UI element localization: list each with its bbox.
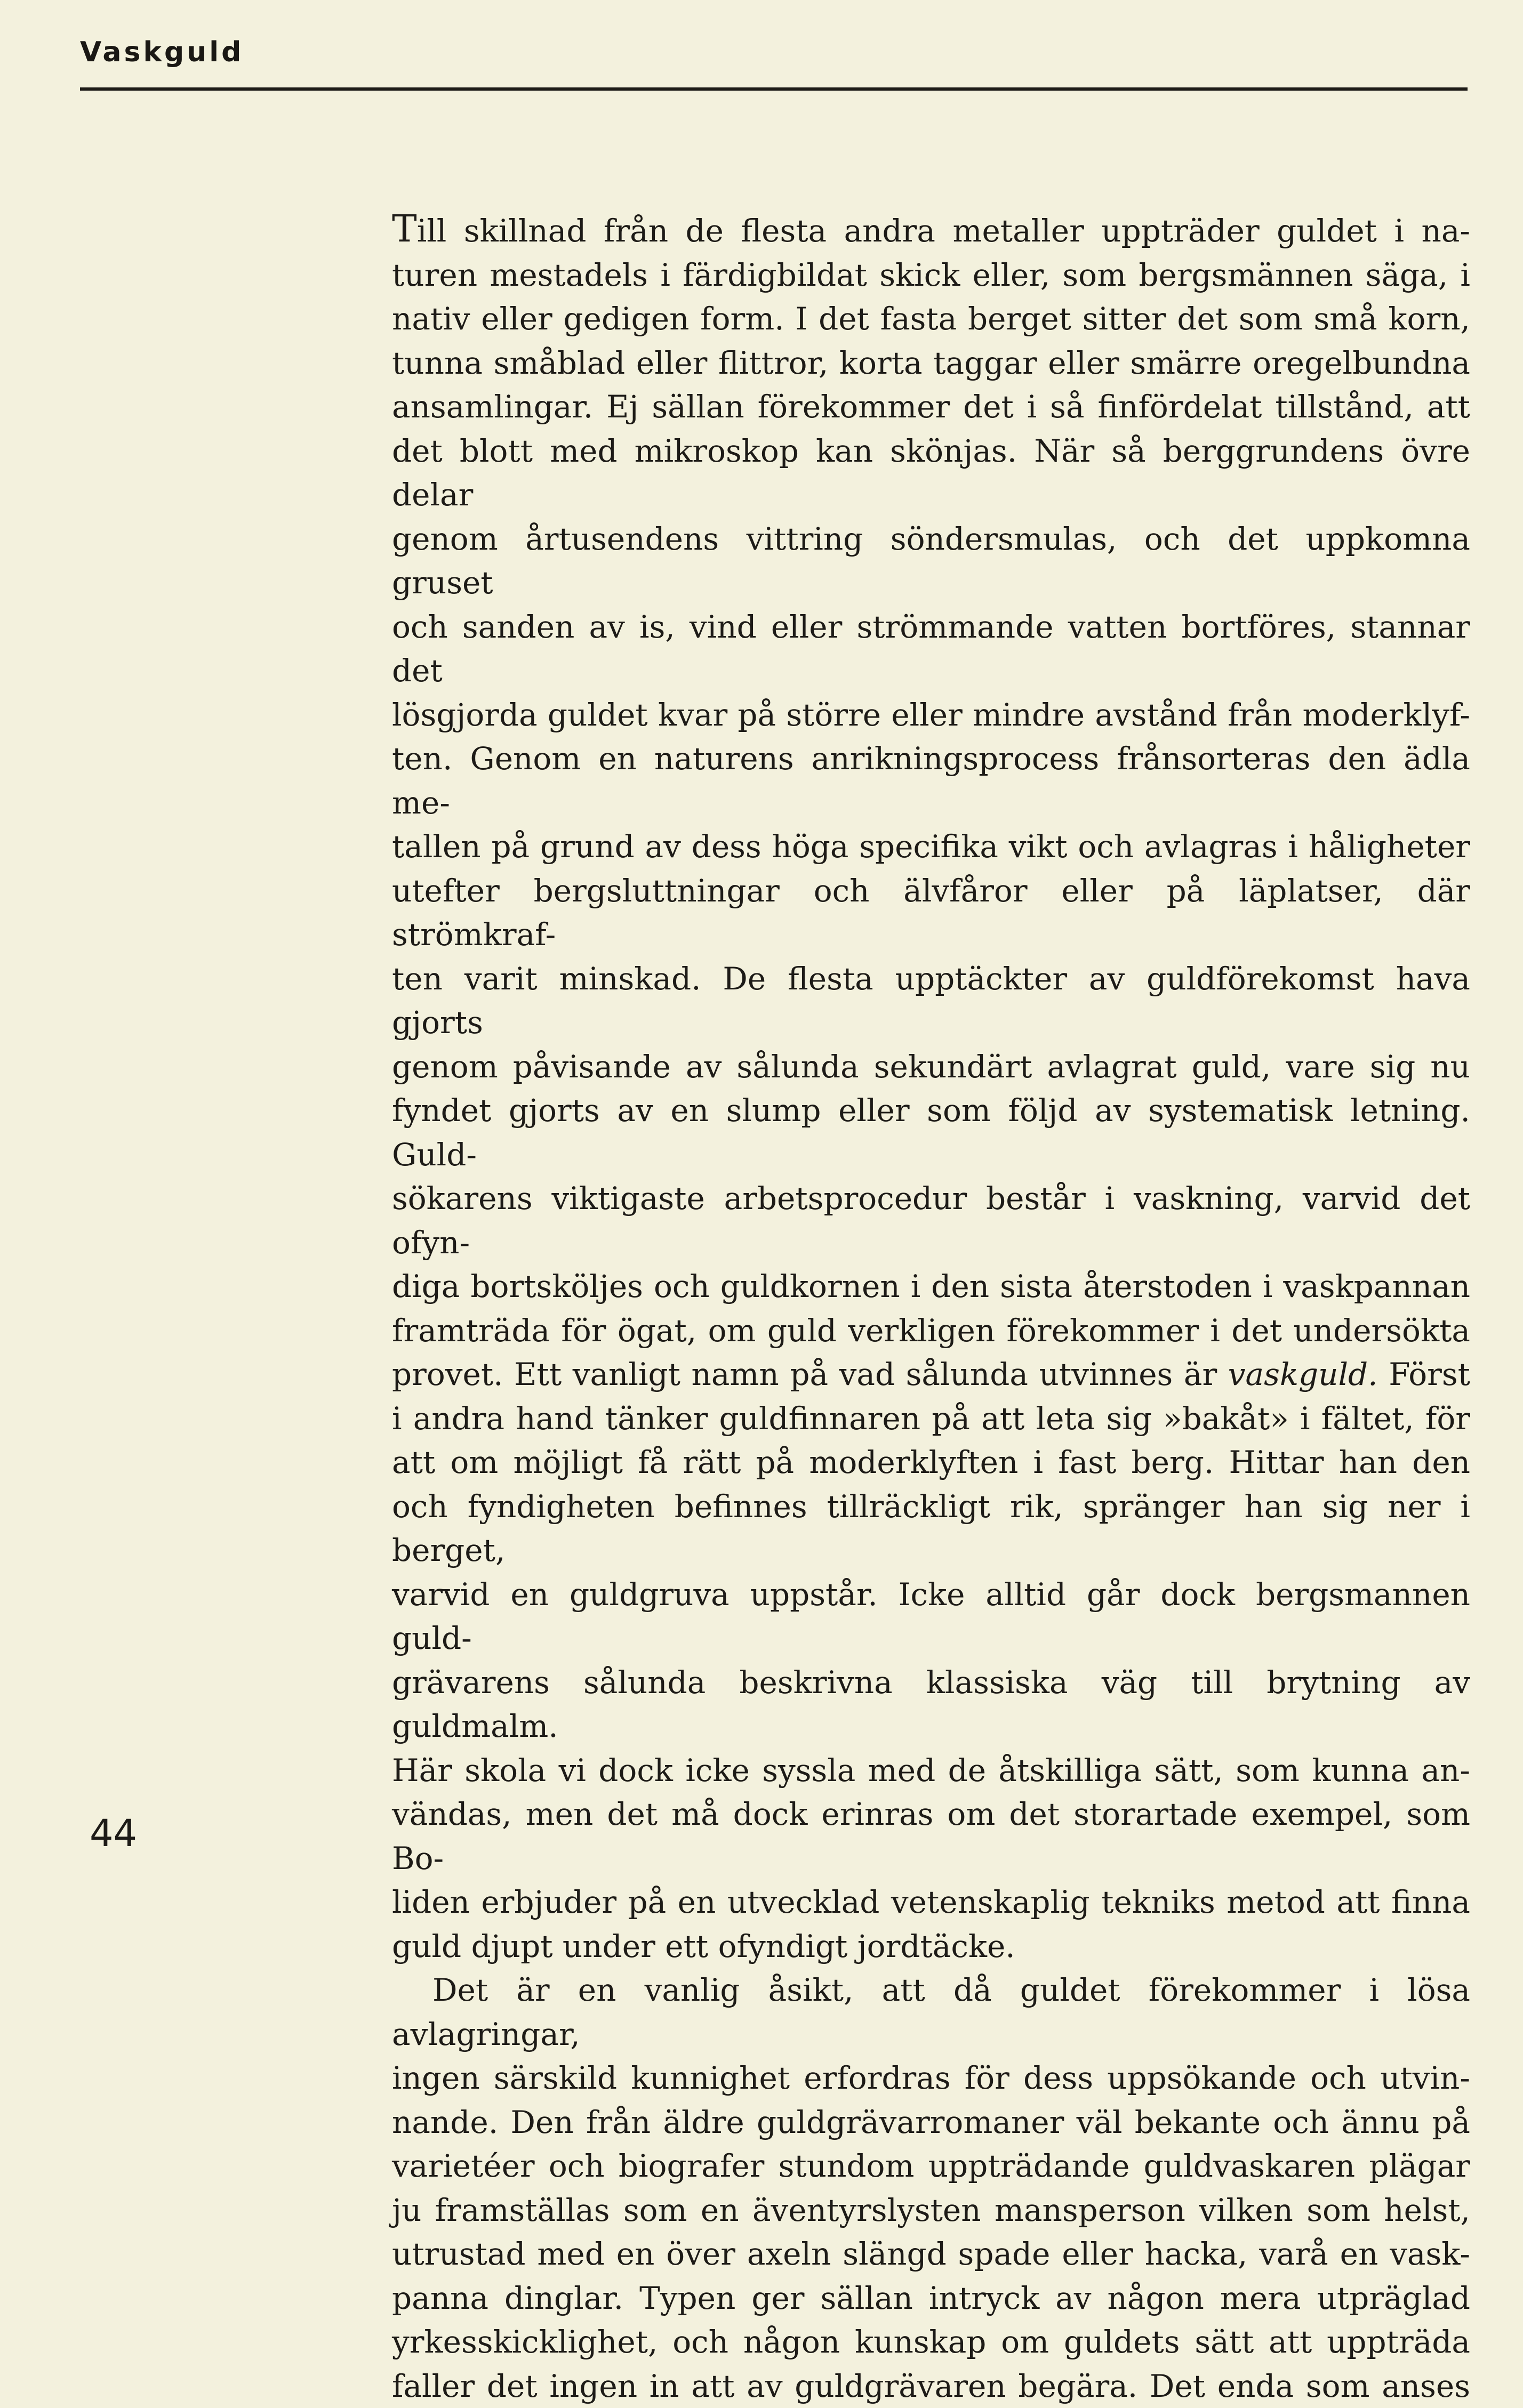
text-line: genom årtusendens vittring söndersmulas, och det uppkomna gruset	[392, 517, 1470, 605]
text-line: liden erbjuder på en utvecklad vetenskaplig tekniks metod att finna	[392, 1880, 1470, 1924]
text-line: ten. Genom en naturens anrikningsprocess frånsorteras den ädla me-	[392, 737, 1470, 825]
text-line: provet. Ett vanligt namn på vad sålunda utvinnes är vaskguld. Först	[392, 1352, 1470, 1397]
text-line: panna dinglar. Typen ger sällan intryck av någon mera utpräglad	[392, 2276, 1470, 2321]
text-line: turen mestadels i färdigbildat skick eller, som bergsmännen säga, i	[392, 253, 1470, 297]
text-line: i andra hand tänker guldfinnaren på att leta sig »bakåt» i fältet, för	[392, 1397, 1470, 1441]
text-line: guld djupt under ett ofyndigt jordtäcke.	[392, 1924, 1470, 1969]
text-line: tunna småblad eller flittror, korta taggar eller smärre oregelbundna	[392, 341, 1470, 385]
text-line: och sanden av is, vind eller strömmande vatten bortföres, stannar det	[392, 605, 1470, 693]
text-line: utrustad med en över axeln slängd spade eller hacka, varå en vask-	[392, 2232, 1470, 2276]
paragraph-1	[392, 209, 1470, 1968]
text-line: ten varit minskad. De flesta upptäckter av guldförekomst hava gjorts	[392, 957, 1470, 1045]
text-line: ju framställas som en äventyrslysten mansperson vilken som helst,	[392, 2188, 1470, 2233]
text-line: framträda för ögat, om guld verkligen förekommer i det undersökta	[392, 1309, 1470, 1353]
text-line: Det är en vanlig åsikt, att då guldet förekommer i lösa avlagringar,	[392, 1968, 1470, 2056]
text-line: varietéer och biografer stundom uppträdande guldvaskaren plägar	[392, 2144, 1470, 2188]
body-text	[392, 209, 1470, 2408]
header-rule	[80, 87, 1468, 91]
text-line: och fyndigheten befinnes tillräckligt rik, spränger han sig ner i berget,	[392, 1485, 1470, 1573]
text-line: utefter bergsluttningar och älvfåror eller på läplatser, där strömkraf-	[392, 869, 1470, 957]
text-line: det blott med mikroskop kan skönjas. När så berggrundens övre delar	[392, 429, 1470, 517]
paragraph-2	[392, 1968, 1470, 2408]
text-line: diga bortsköljes och guldkornen i den sista återstoden i vaskpannan	[392, 1265, 1470, 1309]
text-line: Till skillnad från de flesta andra metaller uppträder guldet i na-	[392, 209, 1470, 253]
text-line: yrkesskicklighet, och någon kunskap om guldets sätt att uppträda	[392, 2320, 1470, 2364]
text-line: lösgjorda guldet kvar på större eller mindre avstånd från moderklyf-	[392, 693, 1470, 737]
text-line: fyndet gjorts av en slump eller som följd av systematisk letning. Guld-	[392, 1089, 1470, 1177]
text-line: nande. Den från äldre guldgrävarromaner väl bekante och ännu på	[392, 2100, 1470, 2145]
text-line: ingen särskild kunnighet erfordras för dess uppsökande och utvin-	[392, 2056, 1470, 2100]
text-line: vändas, men det må dock erinras om det storartade exempel, som Bo-	[392, 1792, 1470, 1880]
text-line: nativ eller gedigen form. I det fasta berget sitter det som små korn,	[392, 297, 1470, 341]
text-line: ansamlingar. Ej sällan förekommer det i så finfördelat tillstånd, att	[392, 385, 1470, 429]
text-line: sökarens viktigaste arbetsprocedur består i vaskning, varvid det ofyn-	[392, 1177, 1470, 1265]
text-line: genom påvisande av sålunda sekundärt avlagrat guld, vare sig nu	[392, 1045, 1470, 1089]
text-line: Här skola vi dock icke syssla med de åtskilliga sätt, som kunna an-	[392, 1749, 1470, 1793]
page-number: 44	[90, 1811, 137, 1855]
text-line: tallen på grund av dess höga specifika vikt och avlagras i håligheter	[392, 825, 1470, 869]
text-line: faller det ingen in att av guldgrävaren begära. Det enda som anses	[392, 2364, 1470, 2408]
text-line: varvid en guldgruva uppstår. Icke alltid går dock bergsmannen guld-	[392, 1573, 1470, 1661]
text-line: att om möjligt få rätt på moderklyften i fast berg. Hittar han den	[392, 1440, 1470, 1485]
text-line: grävarens sålunda beskrivna klassiska väg till brytning av guldmalm.	[392, 1661, 1470, 1749]
running-head-title: Vaskguld	[80, 36, 244, 68]
